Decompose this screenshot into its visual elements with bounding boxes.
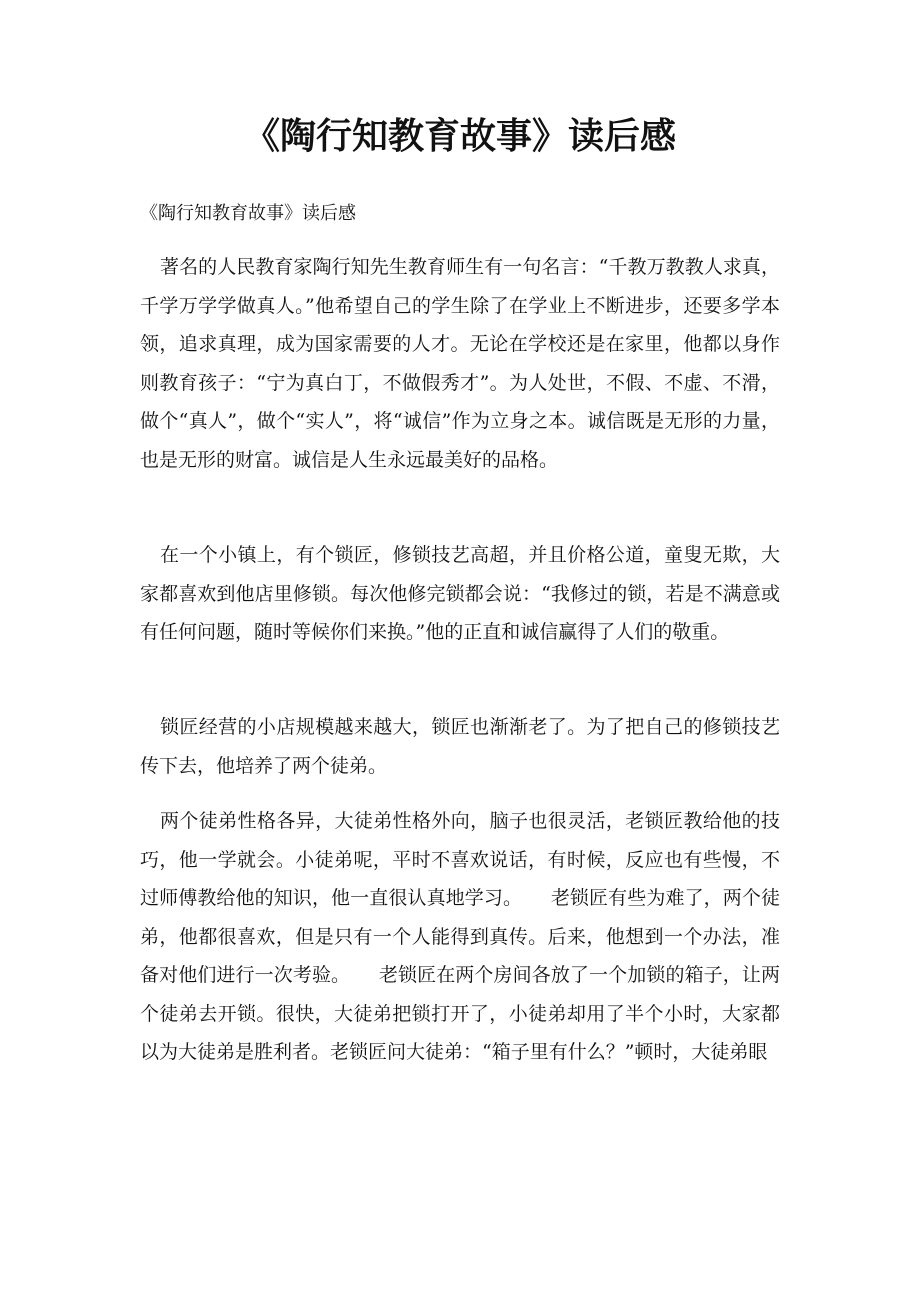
document-subtitle: 《陶行知教育故事》读后感 [140,203,356,224]
paragraph-3: 锁匠经营的小店规模越来越大，锁匠也渐渐老了。为了把自己的修锁技艺传下去，他培养了两个徒弟。 [140,716,780,777]
paragraph-4: 两个徒弟性格各异，大徒弟性格外向，脑子也很灵活，老锁匠教给他的技巧，他一学就会。小徒弟呢，平时不喜欢说话，有时候，反应也有些慢，不过师傅教给他的知识，他一直很认真地学习。 老锁匠有些为难了，两个徒弟，他都很喜欢，但是只有一个人能得到真传。后来，他想到一个办法，准备对他们进行一次考验。 老锁匠在两个房间各放了一个加锁的箱子，让两个徒弟去开锁。很快，大徒弟把锁打开了，小徒弟却用了半个小时，大家都以为大徒弟是胜利者。老锁匠问大徒弟：“箱子里有什么？”顿时，大徒弟眼 [140,810,780,1063]
document-title: 《陶行知教育故事》读后感 [243,115,676,157]
paragraph-2: 在一个小镇上，有个锁匠，修锁技艺高超，并且价格公道，童叟无欺，大家都喜欢到他店里修锁。每次他修完锁都会说：“我修过的锁，若是不满意或有任何问题，随时等候你们来换。”他的正直和诚信赢得了人们的敬重。 [140,544,780,643]
paragraph-1: 著名的人民教育家陶行知先生教育师生有一句名言：“千教万教教人求真，千学万学学做真人。”他希望自己的学生除了在学业上不断进步，还要多学本领，追求真理，成为国家需要的人才。无论在学校还是在家里，他都以身作则教育孩子：“宁为真白丁，不做假秀才”。为人处世，不假、不虚、不滑，做个“真人”，做个“实人”，将“诚信”作为立身之本。诚信既是无形的力量，也是无形的财富。诚信是人生永远最美好的品格。 [140,256,780,471]
